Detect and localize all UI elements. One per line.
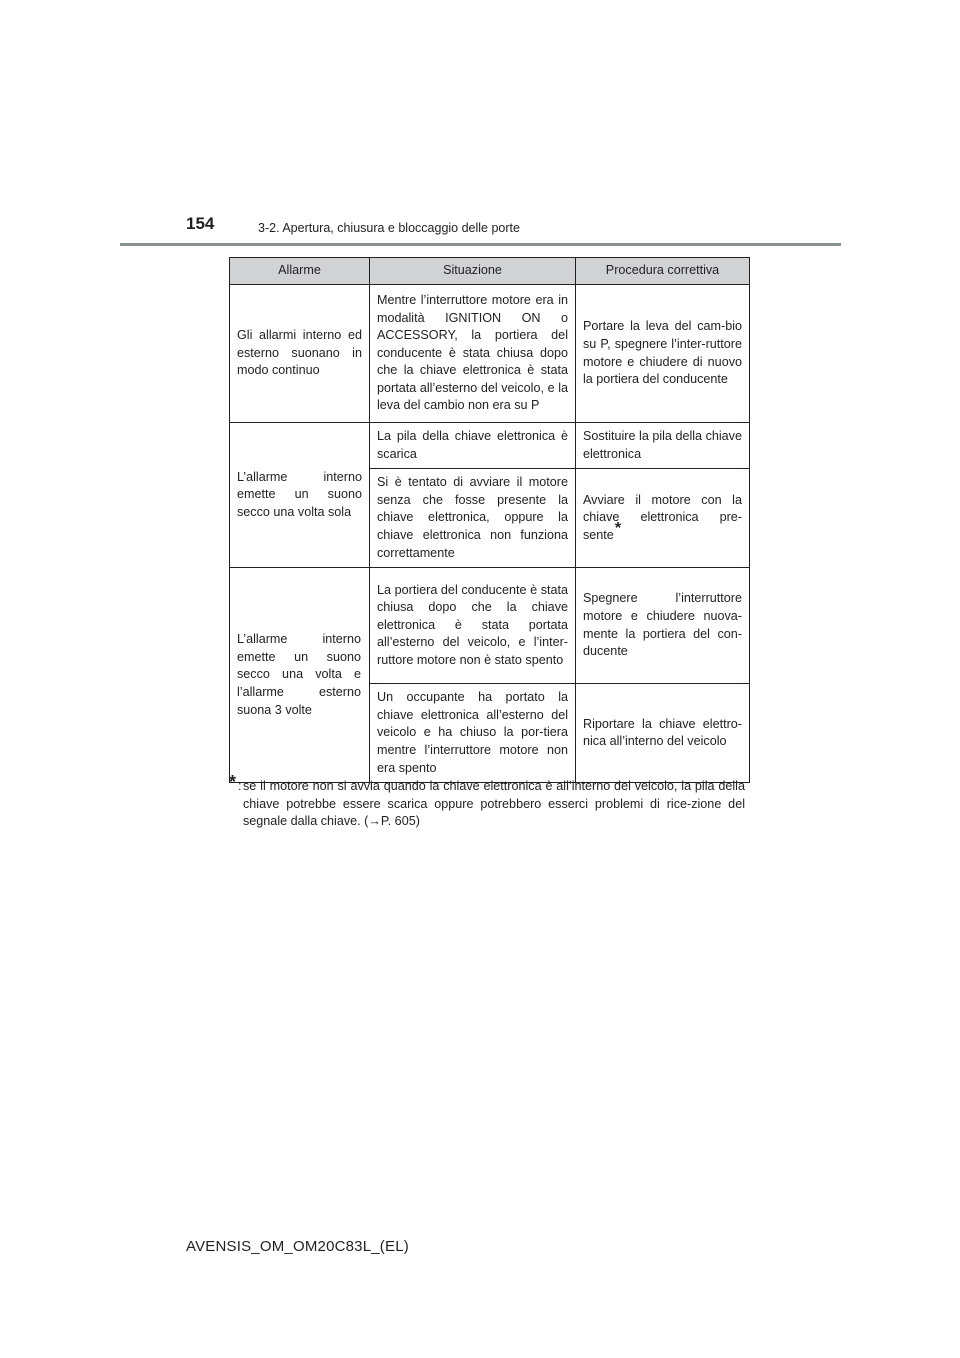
- table-row: [230, 423, 750, 469]
- column-header-procedure: Procedura correttiva: [576, 258, 750, 285]
- column-header-situation: Situazione: [370, 258, 576, 285]
- alarm-cell: L’allarme interno emette un suono secco una volta sola: [230, 423, 370, 568]
- alarm-table: [229, 257, 750, 783]
- procedure-cell: Riportare la chiave elettro-nica all’interno del veicolo: [576, 684, 750, 783]
- column-header-alarm: Allarme: [230, 258, 370, 285]
- table-row: [230, 285, 750, 423]
- procedure-cell: Sostituire la pila della chiave elettronica: [576, 423, 750, 469]
- footnote-colon: :: [238, 779, 242, 793]
- footnote-text: se il motore non si avvia quando la chiave elettronica è all’interno del veicolo, la pila della chiave potrebbe essere scarica oppure potrebbero esserci problemi di rice-zione del segnale dalla chiave. (→P. 605): [243, 779, 745, 829]
- header-divider: [120, 243, 841, 246]
- procedure-cell: Portare la leva del cam-bio su P, spegnere l’inter-ruttore motore e chiudere di nuovo la portiera del conducente: [576, 285, 750, 423]
- situation-cell: La pila della chiave elettronica è scarica: [370, 423, 576, 469]
- alarm-cell: Gli allarmi interno ed esterno suonano in modo continuo: [230, 285, 370, 423]
- table-header-row: [230, 258, 750, 285]
- footnote-marker: *: [229, 772, 237, 792]
- situation-cell: La portiera del conducente è stata chiusa dopo che la chiave elettronica è stata portata all’esterno del veicolo, e l’inter-ruttore motore non è stato spento: [370, 568, 576, 684]
- procedure-text: Avviare il motore con la chiave elettronica pre-sente: [583, 492, 742, 542]
- procedure-cell: Spegnere l’interruttore motore e chiudere nuova-mente la portiera del con-ducente: [576, 568, 750, 684]
- situation-cell: Mentre l’interruttore motore era in modalità IGNITION ON o ACCESSORY, la portiera del conducente è stata chiusa dopo che la chiave elettronica è stata portata all’esterno del veicolo, e la leva del cambio non era su P: [370, 285, 576, 423]
- document-code: AVENSIS_OM_OM20C83L_(EL): [186, 1238, 409, 1255]
- section-title: 3-2. Apertura, chiusura e bloccaggio delle porte: [258, 221, 520, 235]
- alarm-cell: L’allarme interno emette un suono secco una volta e l’allarme esterno suona 3 volte: [230, 568, 370, 783]
- table-row: [230, 568, 750, 684]
- procedure-cell: [576, 469, 750, 568]
- footnote: [229, 772, 745, 831]
- situation-cell: Si è tentato di avviare il motore senza che fosse presente la chiave elettronica, oppure la chiave elettronica non funziona correttamente: [370, 469, 576, 568]
- footnote-reference-mark: *: [614, 519, 622, 537]
- situation-cell: Un occupante ha portato la chiave elettronica all’esterno del veicolo e ha chiuso la por-tiera mentre l’interruttore motore non era spento: [370, 684, 576, 783]
- page-number: 154: [186, 214, 215, 233]
